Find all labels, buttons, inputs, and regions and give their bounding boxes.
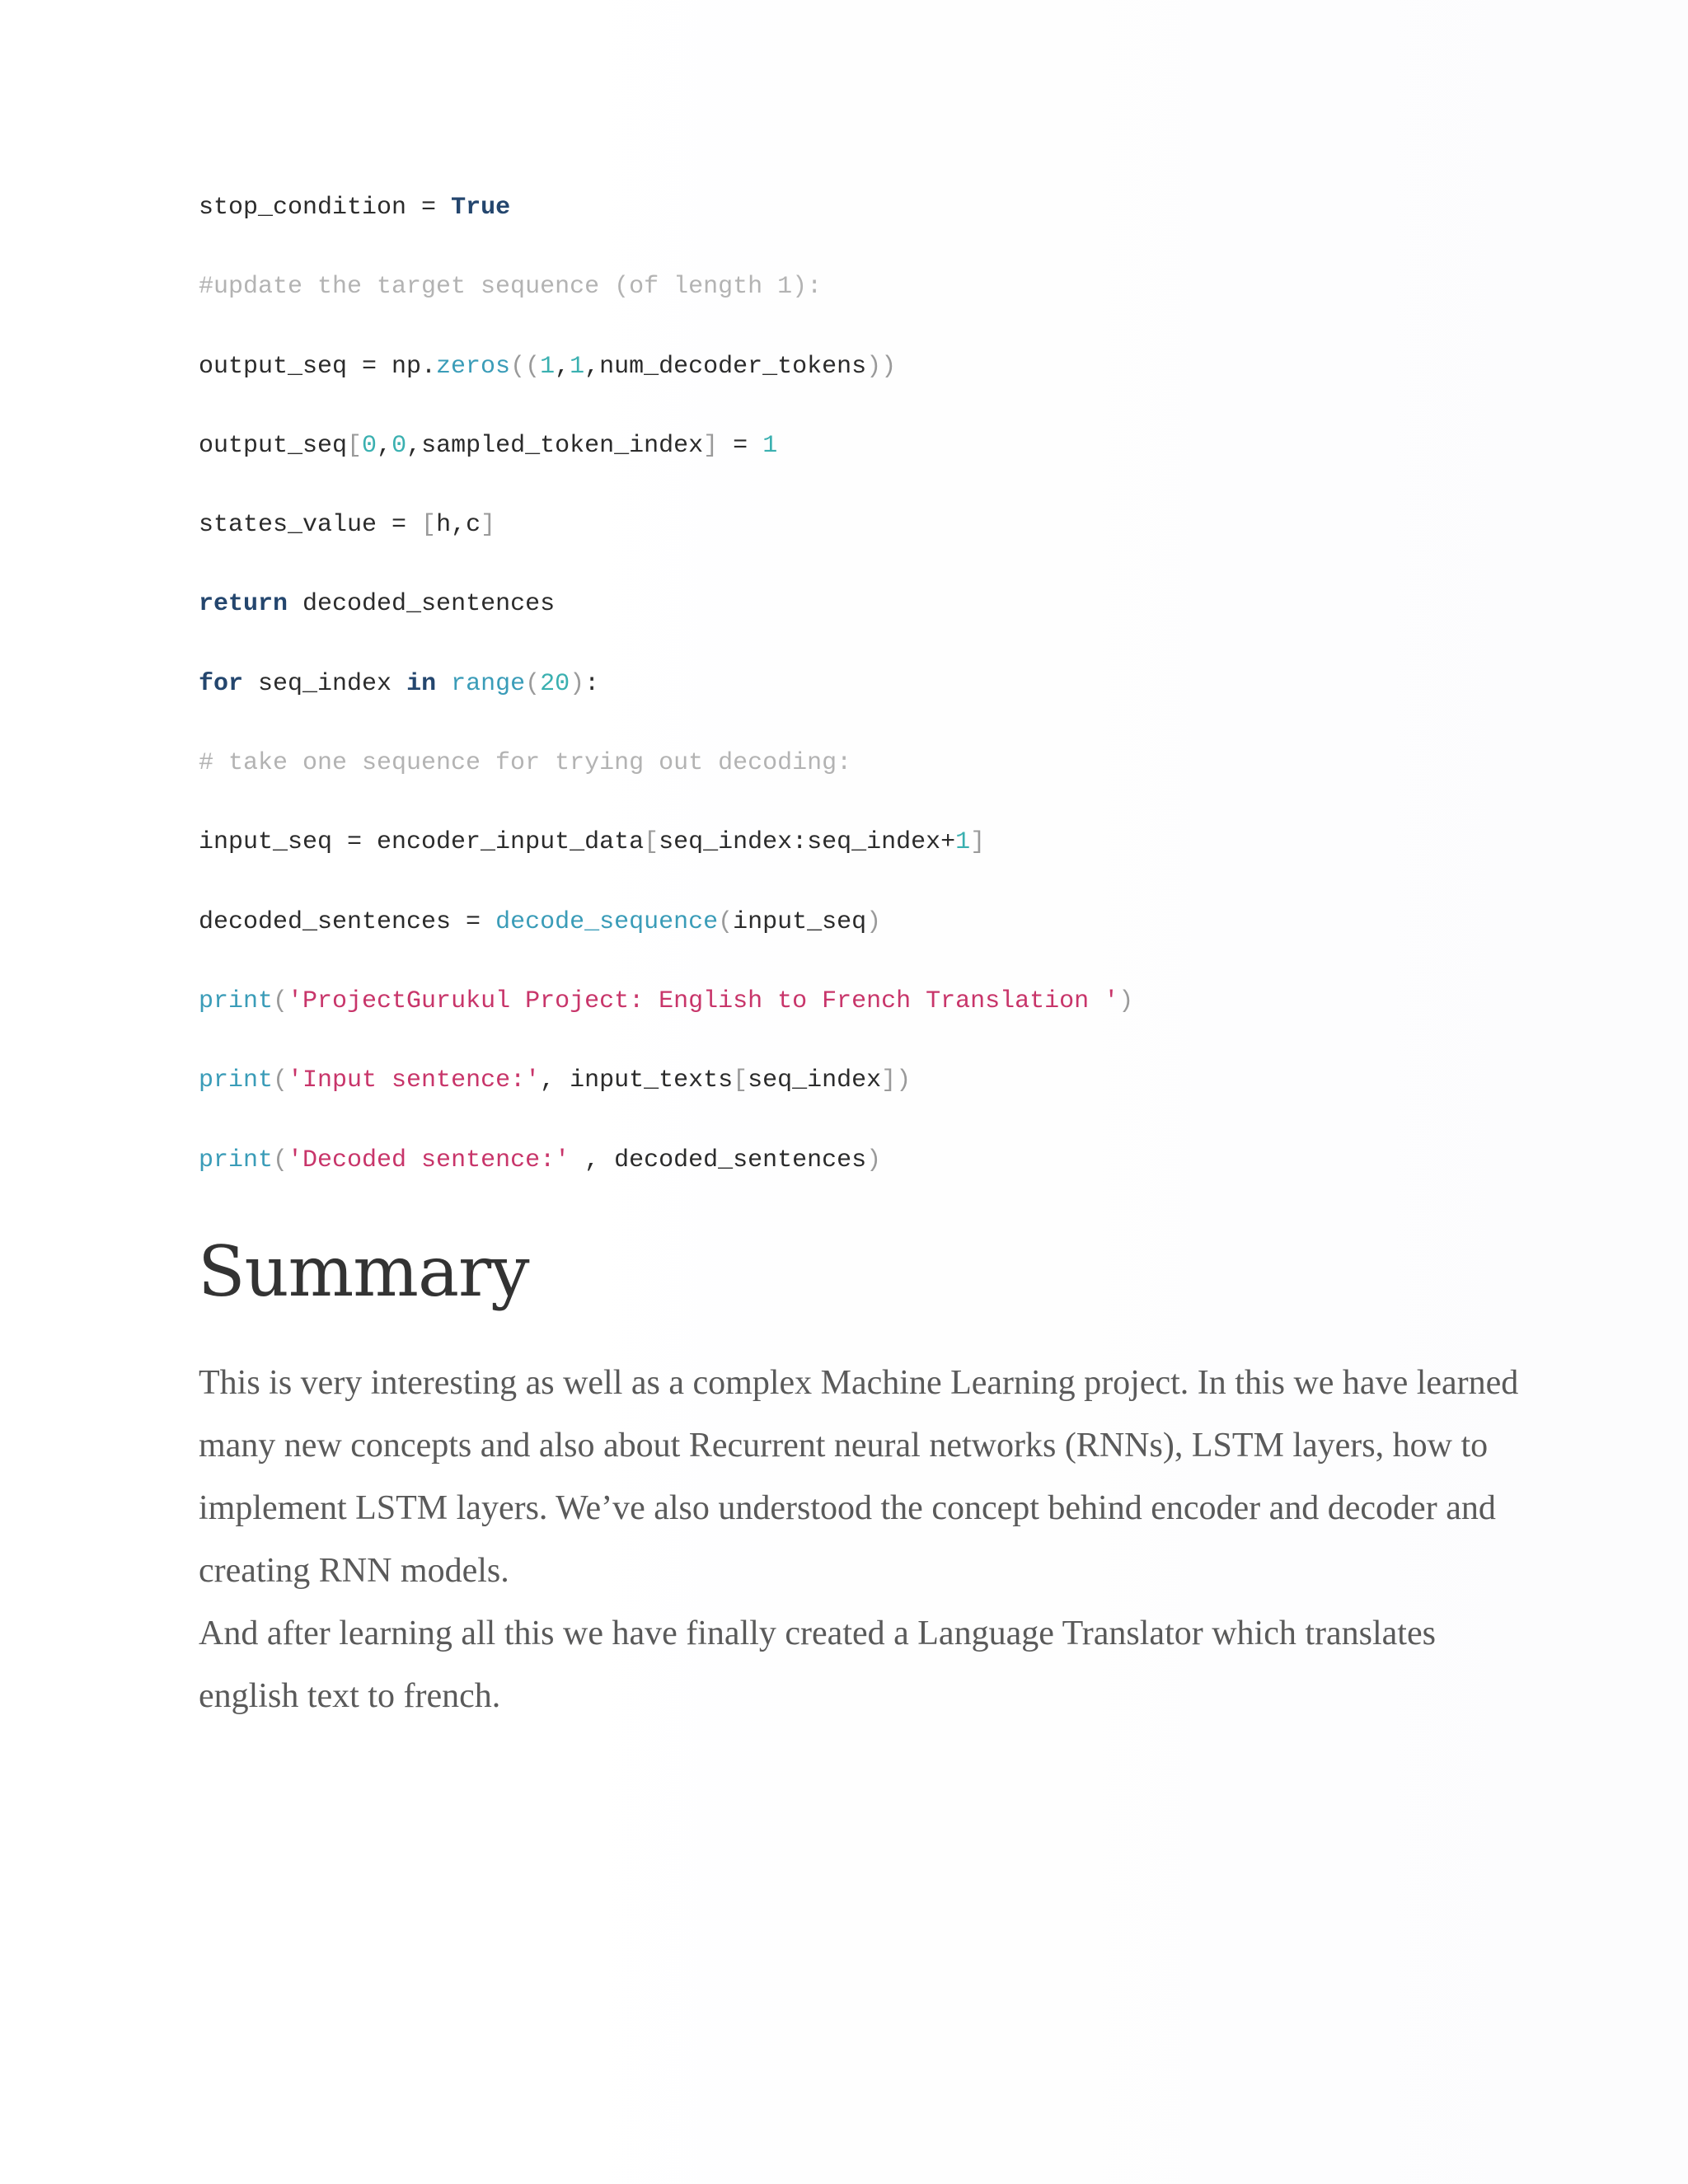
code-token-num: 1 [955, 828, 971, 857]
code-line-output-seq-assign [199, 429, 1600, 462]
code-token-plain: , input_texts [540, 1066, 734, 1095]
code-token-comment: #update the target sequence (of length 1): [199, 273, 823, 302]
code-token-kw: return [199, 590, 288, 619]
code-token-fn: decode_sequence [495, 907, 719, 936]
summary-heading: Summary [198, 1231, 529, 1312]
code-line-stop-condition [199, 191, 1600, 224]
code-token-plain: ,num_decoder_tokens [584, 352, 867, 381]
code-token-punc: ) [570, 669, 585, 698]
code-token-punc: [ [347, 431, 363, 460]
code-token-punc: [ [733, 1066, 748, 1095]
code-token-str: 'Input sentence:' [288, 1066, 541, 1095]
code-token-plain: decoded_sentences [288, 590, 556, 619]
code-token-plain [436, 670, 451, 698]
summary-body [199, 1352, 1534, 1727]
code-token-str: 'Decoded sentence:' [288, 1146, 570, 1174]
code-line-print-decoded [199, 1144, 1600, 1177]
code-token-fn: print [199, 987, 274, 1015]
code-token-punc: ) [866, 1146, 882, 1174]
code-token-punc: (( [510, 352, 541, 381]
code-token-fn: range [451, 669, 526, 698]
code-token-plain: , [377, 431, 392, 460]
code-line-decoded-sentences [199, 906, 1600, 939]
code-line-input-seq [199, 826, 1600, 859]
code-token-punc: ( [525, 669, 541, 698]
code-token-plain: ,sampled_token_index [406, 431, 704, 460]
code-block [199, 191, 1600, 1223]
code-line-return [199, 588, 1600, 621]
code-token-punc: [ [421, 511, 437, 540]
code-token-plain: output_seq [199, 431, 348, 460]
code-line-print-title [199, 985, 1600, 1018]
code-token-plain: , [555, 352, 570, 381]
summary-paragraph: This is very interesting as well as a complex Machine Learning project. In this we have learned many new concepts and also about Recurrent neural networks (RNNs), LSTM layers, how to implement LSTM layers. We’ve also understood the concept behind encoder and decoder and creating RNN models. [199, 1364, 1519, 1590]
code-token-plain: seq_index [748, 1066, 882, 1095]
code-token-str: 'ProjectGurukul Project: English to French Translation ' [288, 987, 1119, 1015]
code-token-num: 1 [540, 352, 556, 381]
code-line-comment-update [199, 270, 1600, 303]
code-token-num: 0 [362, 431, 377, 460]
code-line-states-value [199, 509, 1600, 541]
code-token-punc: ] [970, 828, 986, 857]
code-token-num: 1 [570, 352, 585, 381]
code-token-num: 1 [762, 431, 778, 460]
code-token-plain: , decoded_sentences [570, 1146, 867, 1174]
code-token-kw: for [199, 669, 244, 698]
code-token-punc: ) [866, 907, 882, 936]
code-token-plain: input_seq [733, 907, 867, 936]
code-token-plain: stop_condition = [199, 194, 452, 222]
summary-paragraph: And after learning all this we have finally created a Language Translator which translates english text to french. [199, 1615, 1436, 1715]
code-token-plain: h,c [436, 511, 481, 540]
code-token-punc: ( [273, 1146, 288, 1174]
code-token-plain: seq_index [243, 669, 407, 698]
code-token-fn: print [199, 1066, 274, 1095]
code-token-plain: states_value = [199, 511, 422, 540]
code-token-punc: )) [866, 352, 897, 381]
code-line-comment-take [199, 747, 1600, 780]
code-token-plain: seq_index:seq_index+ [659, 828, 956, 857]
code-token-fn: zeros [436, 352, 511, 381]
code-line-print-input [199, 1064, 1600, 1097]
code-token-punc: ) [1118, 987, 1134, 1015]
code-token-plain: decoded_sentences = [199, 907, 496, 936]
code-token-punc: ]) [881, 1066, 912, 1095]
code-token-punc: ] [481, 511, 496, 540]
code-token-plain: : [584, 669, 600, 698]
code-token-num: 20 [540, 669, 570, 698]
code-line-output-seq-zeros [199, 350, 1600, 383]
code-token-kw: in [406, 669, 437, 698]
code-token-comment: # take one sequence for trying out decoding: [199, 749, 852, 778]
code-token-plain: = [718, 431, 763, 460]
code-token-kw: True [451, 194, 511, 222]
code-token-punc: ] [703, 431, 719, 460]
code-token-punc: ( [273, 987, 288, 1015]
code-token-num: 0 [392, 431, 407, 460]
code-token-plain: output_seq = np. [199, 352, 437, 381]
code-token-punc: ( [718, 907, 734, 936]
code-token-plain: input_seq = encoder_input_data [199, 828, 645, 857]
code-token-punc: ( [273, 1066, 288, 1095]
code-token-fn: print [199, 1146, 274, 1174]
code-token-punc: [ [644, 828, 659, 857]
code-line-for-loop [199, 668, 1600, 701]
